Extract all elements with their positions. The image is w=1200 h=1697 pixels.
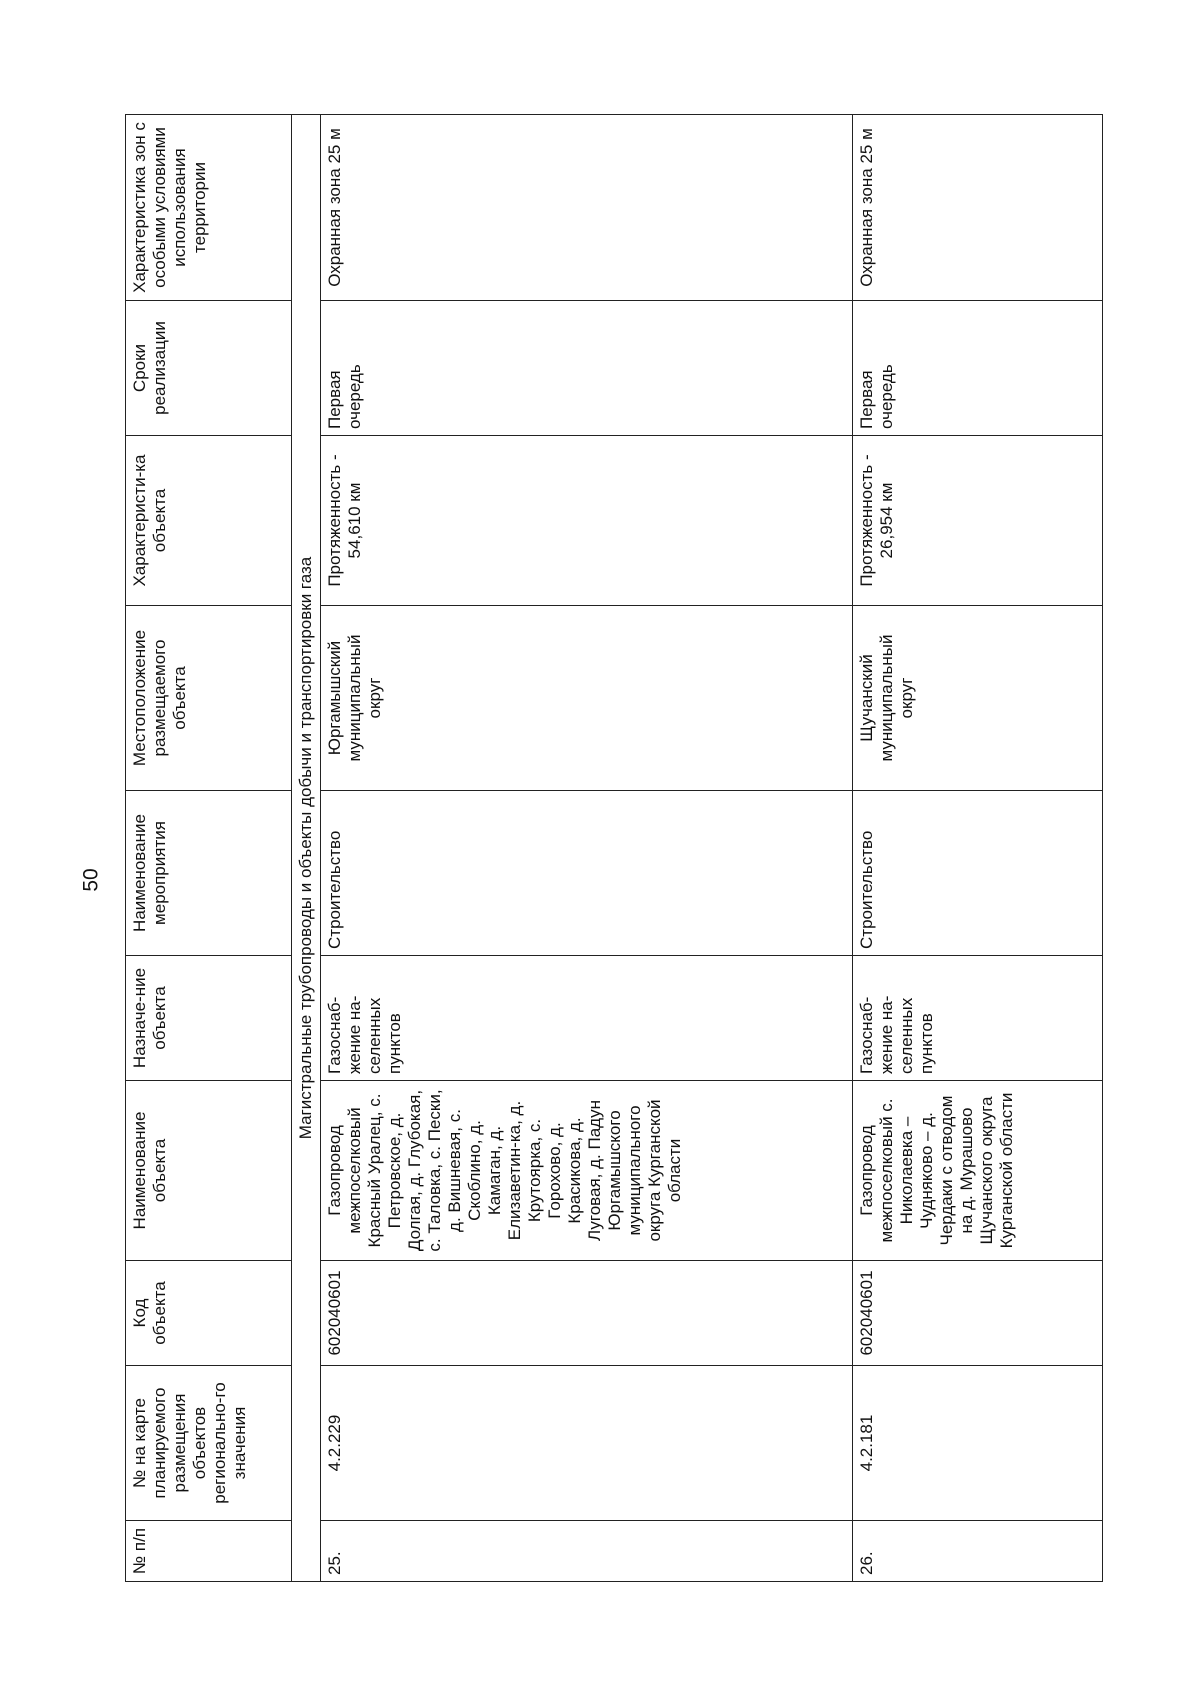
cell-term: Первая очередь [321, 301, 853, 436]
planned-objects-table [125, 114, 1103, 1582]
cell-object-code: 602040601 [853, 1261, 1103, 1366]
cell-object-code: 602040601 [321, 1261, 853, 1366]
header-measure-name: Наименование мероприятия [126, 791, 292, 956]
cell-num: 25. [321, 1521, 853, 1582]
cell-map-number: 4.2.229 [321, 1366, 853, 1521]
cell-characteristic: Протяженность - 54,610 км [321, 436, 853, 606]
cell-object-purpose: Газоснаб-жение на-селенных пунктов [853, 956, 1103, 1081]
header-map-number: № на карте планируемого размещения объектов регионально-го значения [126, 1366, 292, 1521]
section-row [292, 115, 321, 1582]
header-object-purpose: Назначе-ние объекта [126, 956, 292, 1081]
header-object-code: Код объекта [126, 1261, 292, 1366]
cell-zone: Охранная зона 25 м [853, 115, 1103, 301]
cell-term: Первая очередь [853, 301, 1103, 436]
page-number: 50 [79, 868, 103, 892]
cell-num: 26. [853, 1521, 1103, 1582]
cell-characteristic: Протяженность - 26,954 км [853, 436, 1103, 606]
cell-object-name: Газопровод межпоселковый с. Николаевка – Чудняково – д. Чердаки с отводом на д. Мурашово Щучанского округа Курганской области [853, 1081, 1103, 1261]
header-term: Сроки реализации [126, 301, 292, 436]
cell-location: Юргамышский муниципальный округ [321, 606, 853, 791]
cell-zone: Охранная зона 25 м [321, 115, 853, 301]
header-num: № п/п [126, 1521, 292, 1582]
rotated-table-container [125, 115, 1093, 1582]
cell-object-purpose: Газоснаб-жение на-селенных пунктов [321, 956, 853, 1081]
cell-map-number: 4.2.181 [853, 1366, 1103, 1521]
header-object-name: Наименование объекта [126, 1081, 292, 1261]
table-row [321, 115, 853, 1582]
cell-measure-name: Строительство [853, 791, 1103, 956]
cell-object-name: Газопровод межпоселковый Красный Уралец, с. Петровское, д. Долгая, д. Глубокая, с. Таловка, с. Пески, д. Вишневая, с. Скоблино, д. Камаган, д. Елизаветин-ка, д. Крутоярка, с. Горохово, д. Красикова, д. Луговая, д. Падун Юргамышского муниципального округа Курганской области [321, 1081, 853, 1261]
header-zone: Характеристика зон с особыми условиями использования территории [126, 115, 292, 301]
table-row [853, 115, 1103, 1582]
section-title: Магистральные трубопроводы и объекты добычи и транспортировки газа [292, 115, 321, 1582]
header-location: Местоположение размещаемого объекта [126, 606, 292, 791]
header-characteristic: Характеристи-ка объекта [126, 436, 292, 606]
cell-location: Щучанский муниципальный округ [853, 606, 1103, 791]
header-row [126, 115, 292, 1582]
cell-measure-name: Строительство [321, 791, 853, 956]
